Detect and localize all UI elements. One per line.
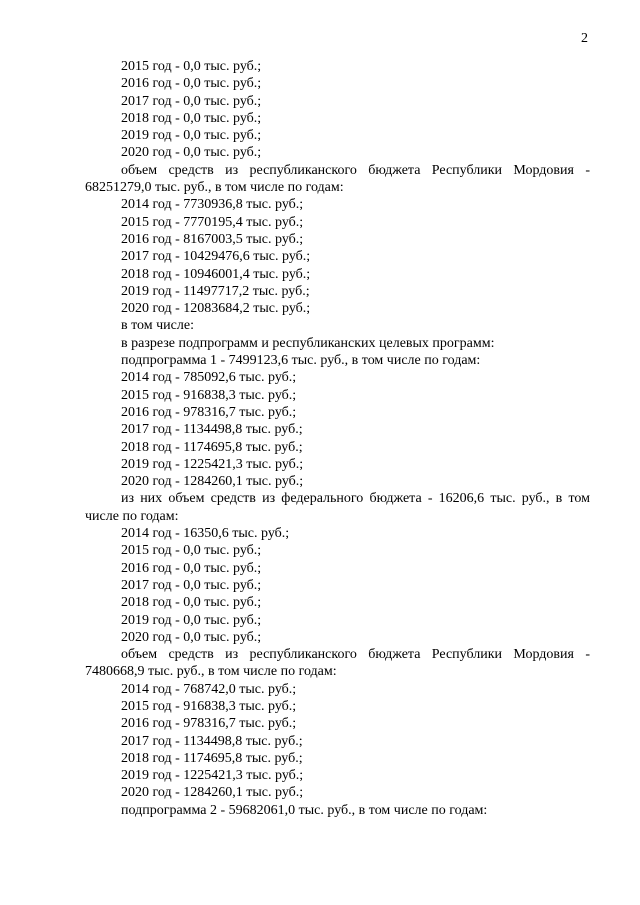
text-line: 2015 год - 7770195,4 тыс. руб.; bbox=[121, 214, 304, 230]
text-line: 2018 год - 1174695,8 тыс. руб.; bbox=[121, 750, 303, 766]
text-line: 2016 год - 0,0 тыс. руб.; bbox=[121, 76, 262, 92]
text-line: 2016 год - 0,0 тыс. руб.; bbox=[121, 560, 262, 576]
text-line: 2015 год - 916838,3 тыс. руб.; bbox=[121, 387, 297, 403]
text-line: 2015 год - 0,0 тыс. руб.; bbox=[121, 59, 262, 74]
text-line: 2014 год - 785092,6 тыс. руб.; bbox=[121, 370, 297, 386]
text-line: 2020 год - 12083684,2 тыс. руб.; bbox=[121, 301, 311, 317]
text-line: 2014 год - 7730936,8 тыс. руб.; bbox=[121, 197, 304, 213]
text-line: 2017 год - 0,0 тыс. руб.; bbox=[121, 93, 262, 109]
text-line: 2016 год - 978316,7 тыс. руб.; bbox=[121, 404, 297, 420]
text-line: в разрезе подпрограмм и республиканских целевых программ: bbox=[121, 335, 495, 351]
text-line: 2019 год - 1225421,3 тыс. руб.; bbox=[121, 456, 304, 472]
text-line: 2017 год - 1134498,8 тыс. руб.; bbox=[121, 422, 303, 438]
text-line: 2018 год - 0,0 тыс. руб.; bbox=[121, 110, 262, 126]
text-line: 2020 год - 1284260,1 тыс. руб.; bbox=[121, 474, 304, 490]
text-line: 2016 год - 978316,7 тыс. руб.; bbox=[121, 716, 297, 732]
text-line: 2020 год - 0,0 тыс. руб.; bbox=[121, 629, 262, 645]
text-line: 2018 год - 0,0 тыс. руб.; bbox=[121, 595, 262, 611]
text-paragraph: объем средств из республиканского бюджета Республики Мордовия - 7480668,9 тыс. руб., в том числе по годам: bbox=[85, 647, 590, 680]
text-line: 2017 год - 0,0 тыс. руб.; bbox=[121, 577, 262, 593]
text-line: в том числе: bbox=[121, 318, 194, 334]
text-line: 2017 год - 10429476,6 тыс. руб.; bbox=[121, 249, 311, 265]
text-line: подпрограмма 1 - 7499123,6 тыс. руб., в том числе по годам: bbox=[121, 353, 481, 369]
page-number: 2 bbox=[581, 31, 588, 46]
text-line: 2020 год - 1284260,1 тыс. руб.; bbox=[121, 785, 304, 801]
text-line: 2014 год - 16350,6 тыс. руб.; bbox=[121, 526, 290, 542]
text-line: 2020 год - 0,0 тыс. руб.; bbox=[121, 145, 262, 161]
text-line: 2016 год - 8167003,5 тыс. руб.; bbox=[121, 231, 304, 247]
text-line: 2015 год - 916838,3 тыс. руб.; bbox=[121, 698, 297, 714]
text-line: 2015 год - 0,0 тыс. руб.; bbox=[121, 543, 262, 559]
text-paragraph: из них объем средств из федерального бюджета - 16206,6 тыс. руб., в том числе по годам: bbox=[85, 491, 590, 524]
text-line: 2017 год - 1134498,8 тыс. руб.; bbox=[121, 733, 303, 749]
text-line: 2018 год - 10946001,4 тыс. руб.; bbox=[121, 266, 311, 282]
text-line: подпрограмма 2 - 59682061,0 тыс. руб., в том числе по годам: bbox=[121, 802, 488, 818]
text-line: 2019 год - 11497717,2 тыс. руб.; bbox=[121, 283, 310, 299]
document-body bbox=[85, 58, 590, 819]
text-line: 2018 год - 1174695,8 тыс. руб.; bbox=[121, 439, 303, 455]
text-line: 2019 год - 0,0 тыс. руб.; bbox=[121, 128, 262, 144]
text-line: 2014 год - 768742,0 тыс. руб.; bbox=[121, 681, 297, 697]
text-line: 2019 год - 1225421,3 тыс. руб.; bbox=[121, 768, 304, 784]
text-line: 2019 год - 0,0 тыс. руб.; bbox=[121, 612, 262, 628]
text-paragraph: объем средств из республиканского бюджета Республики Мордовия - 68251279,0 тыс. руб., в том числе по годам: bbox=[85, 162, 590, 196]
